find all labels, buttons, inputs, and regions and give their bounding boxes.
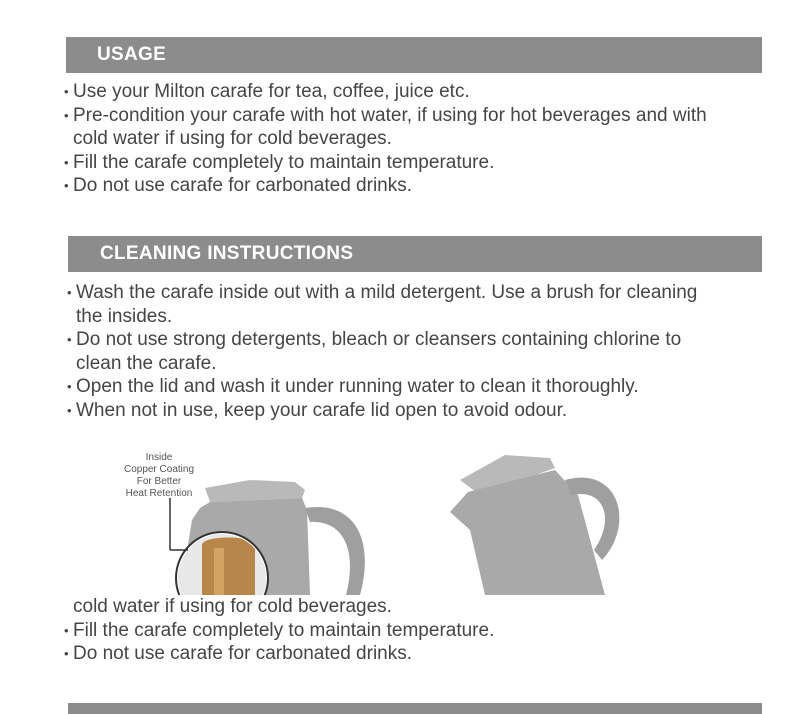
cleaning-item-continuation: clean the carafe. [76, 352, 217, 374]
cleaning-list [67, 281, 767, 422]
cleaning-item: • Open the lid and wash it under running water to clean it thoroughly. [67, 375, 767, 399]
usage-title: USAGE [97, 44, 167, 65]
cleaning-item: • Do not use strong detergents, bleach or cleansers containing chlorine to [67, 328, 767, 352]
repeat-item: • Fill the carafe completely to maintain temperature. [64, 619, 764, 643]
next-section-bar [68, 703, 762, 714]
callout-line: Inside [145, 452, 173, 463]
cleaning-item: • Wash the carafe inside out with a mild detergent. Use a brush for cleaning [67, 281, 767, 305]
usage-item: • Pre-condition your carafe with hot water, if using for hot beverages and with [64, 104, 764, 128]
usage-list [64, 80, 764, 198]
usage-header-bar [66, 37, 762, 73]
cleaning-item: • When not in use, keep your carafe lid open to avoid odour. [67, 399, 767, 423]
callout-line: Heat Retention [125, 488, 193, 499]
usage-item: • Use your Milton carafe for tea, coffee, juice etc. [64, 80, 764, 104]
cleaning-item-continuation: the insides. [76, 305, 173, 327]
cleaning-header-bar [68, 236, 762, 272]
cleaning-title: CLEANING INSTRUCTIONS [100, 243, 354, 264]
callout-line: For Better [136, 476, 182, 487]
usage-item-continuation: cold water if using for cold beverages. [73, 128, 392, 149]
repeat-continuation: cold water if using for cold beverages. [73, 596, 392, 617]
repeat-list [64, 595, 764, 666]
copper-coating-callout [118, 452, 200, 500]
repeat-item: • Do not use carafe for carbonated drinks. [64, 642, 764, 666]
callout-line: Copper Coating [123, 464, 195, 475]
usage-item: • Do not use carafe for carbonated drinks. [64, 174, 764, 198]
carafe-right [450, 455, 619, 595]
usage-item: • Fill the carafe completely to maintain temperature. [64, 151, 764, 175]
